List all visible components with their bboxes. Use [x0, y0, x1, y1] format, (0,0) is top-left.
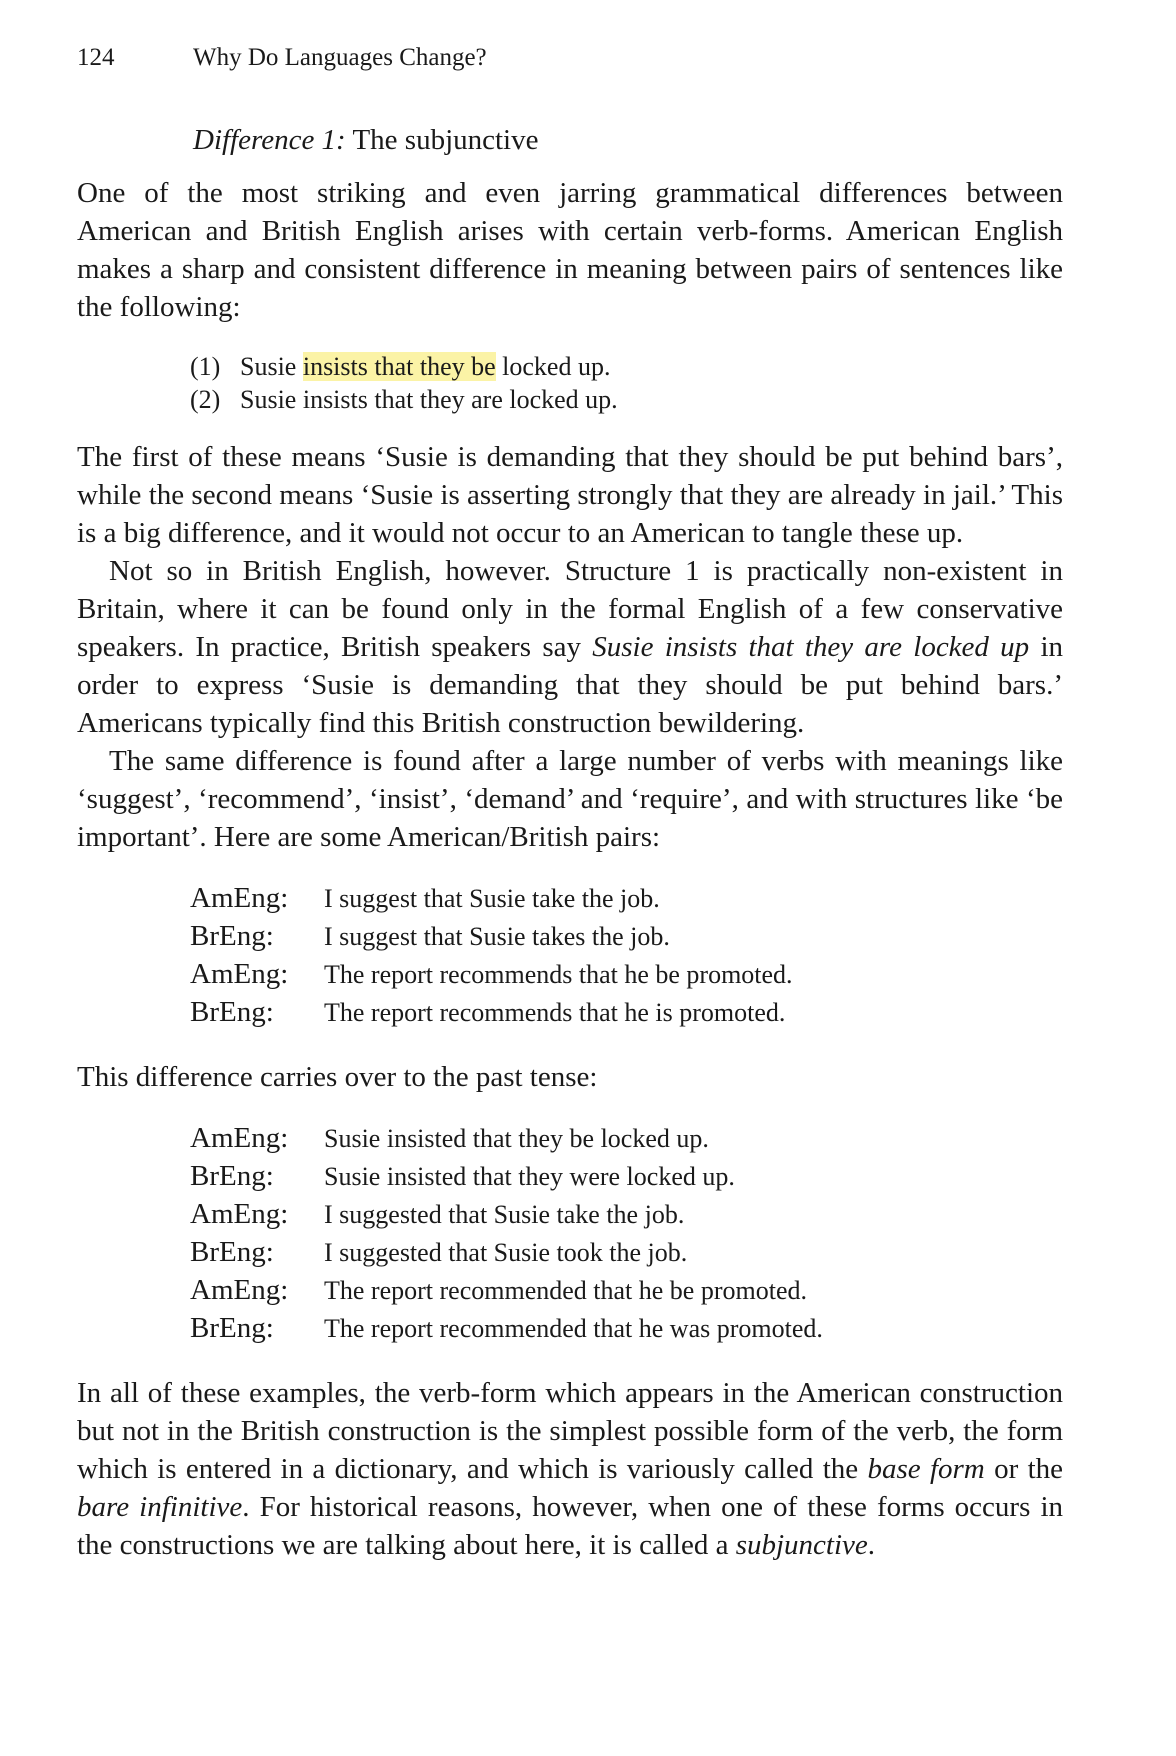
text-run: In all of these examples, the verb-form which appears in the American construction but not in the British construction is the simplest possible form of the verb, the form which is entered in a dictionary, and which is variously called the — [77, 1377, 1063, 1485]
pair-sentence: I suggest that Susie takes the job. — [324, 922, 670, 951]
italic-term: subjunctive — [735, 1529, 868, 1561]
section-heading — [77, 120, 1063, 160]
pair-sentence: Susie insisted that they were locked up. — [324, 1162, 735, 1191]
pair-sentence: I suggested that Susie take the job. — [324, 1200, 685, 1229]
pair-row — [190, 1122, 1063, 1160]
variety-label: AmEng: — [190, 1122, 289, 1154]
pair-row — [190, 882, 1063, 920]
pair-row — [190, 1274, 1063, 1312]
variety-label: BrEng: — [190, 996, 274, 1028]
italic-example: Susie insists that they are locked up — [592, 631, 1030, 663]
example-text: Susie insists that they are locked up. — [240, 385, 618, 414]
paragraph-conclusion — [77, 1374, 1063, 1564]
pair-sentence: Susie insisted that they be locked up. — [324, 1124, 709, 1153]
pairs-past — [77, 1122, 1063, 1350]
pair-sentence: The report recommends that he is promoted. — [324, 998, 786, 1027]
variety-label: AmEng: — [190, 882, 289, 914]
book-page — [77, 38, 1063, 1564]
example-text — [240, 350, 610, 383]
text-run: Not so in British English, however. Structure 1 is practically non-existent in Britain, where it can be found only in the formal English of a few conservative speakers. In practice, British speakers say — [77, 555, 1063, 663]
paragraph-verbs: The same difference is found after a large number of verbs with meanings like ‘suggest’, ‘recommend’, ‘insist’, ‘demand’ and ‘require’, and with structures like ‘be important’. Here are some American/British pairs: — [77, 745, 1063, 853]
example-2 — [190, 383, 1063, 416]
pair-sentence: The report recommended that he was promoted. — [324, 1314, 823, 1343]
example-number: (1) — [190, 352, 221, 381]
italic-term: base form — [867, 1453, 985, 1485]
pair-sentence: I suggested that Susie took the job. — [324, 1238, 688, 1267]
variety-label: AmEng: — [190, 1274, 289, 1306]
running-title: Why Do Languages Change? — [193, 44, 487, 71]
section-label: Difference 1: — [193, 124, 346, 156]
pair-row — [190, 996, 1063, 1034]
pair-sentence: The report recommends that he be promoted. — [324, 960, 793, 989]
italic-term: bare infinitive — [77, 1491, 243, 1523]
paragraph-meaning: The first of these means ‘Susie is demanding that they should be put behind bars’, while the second means ‘Susie is asserting strongly that they are already in jail.’ This is a big difference, and it would not occur to an American to tangle these up. — [77, 441, 1063, 549]
text-run: . For historical reasons, however, when one of these forms occurs in the constructions we are talking about here, it is called a — [77, 1491, 1063, 1561]
pair-sentence: The report recommended that he be promoted. — [324, 1276, 807, 1305]
variety-label: AmEng: — [190, 958, 289, 990]
text-run: in order to express ‘Susie is demanding that they should be put behind bars.’ Americans typically find this British construction bewildering. — [77, 631, 1063, 739]
example-number: (2) — [190, 385, 221, 414]
variety-label: BrEng: — [190, 1312, 274, 1344]
example-1 — [190, 350, 1063, 383]
text-run: or the — [984, 1453, 1063, 1485]
pair-row — [190, 1160, 1063, 1198]
pair-row — [190, 1236, 1063, 1274]
pair-row — [190, 1312, 1063, 1350]
example-text-before: Susie — [240, 352, 303, 381]
pair-row — [190, 920, 1063, 958]
paragraph-past-tense: This difference carries over to the past tense: — [77, 1061, 598, 1093]
pairs-present — [77, 882, 1063, 1034]
variety-label: AmEng: — [190, 1198, 289, 1230]
pair-sentence: I suggest that Susie take the job. — [324, 884, 660, 913]
pair-row — [190, 958, 1063, 996]
text-run: . — [867, 1529, 876, 1561]
page-number: 124 — [77, 44, 115, 71]
variety-label: BrEng: — [190, 1160, 274, 1192]
paragraph-intro: One of the most striking and even jarring grammatical differences between American and British English arises with certain verb-forms. American English makes a sharp and consistent difference in meaning between pairs of sentences like the following: — [77, 177, 1063, 323]
pair-row — [190, 1198, 1063, 1236]
running-head — [77, 38, 1063, 78]
numbered-examples — [77, 350, 1063, 416]
section-title: The subjunctive — [352, 124, 539, 156]
paragraph-british — [77, 552, 1063, 742]
variety-label: BrEng: — [190, 920, 274, 952]
highlighted-text[interactable]: insists that they be — [302, 352, 496, 381]
example-text-after: locked up. — [495, 352, 611, 381]
variety-label: BrEng: — [190, 1236, 274, 1268]
